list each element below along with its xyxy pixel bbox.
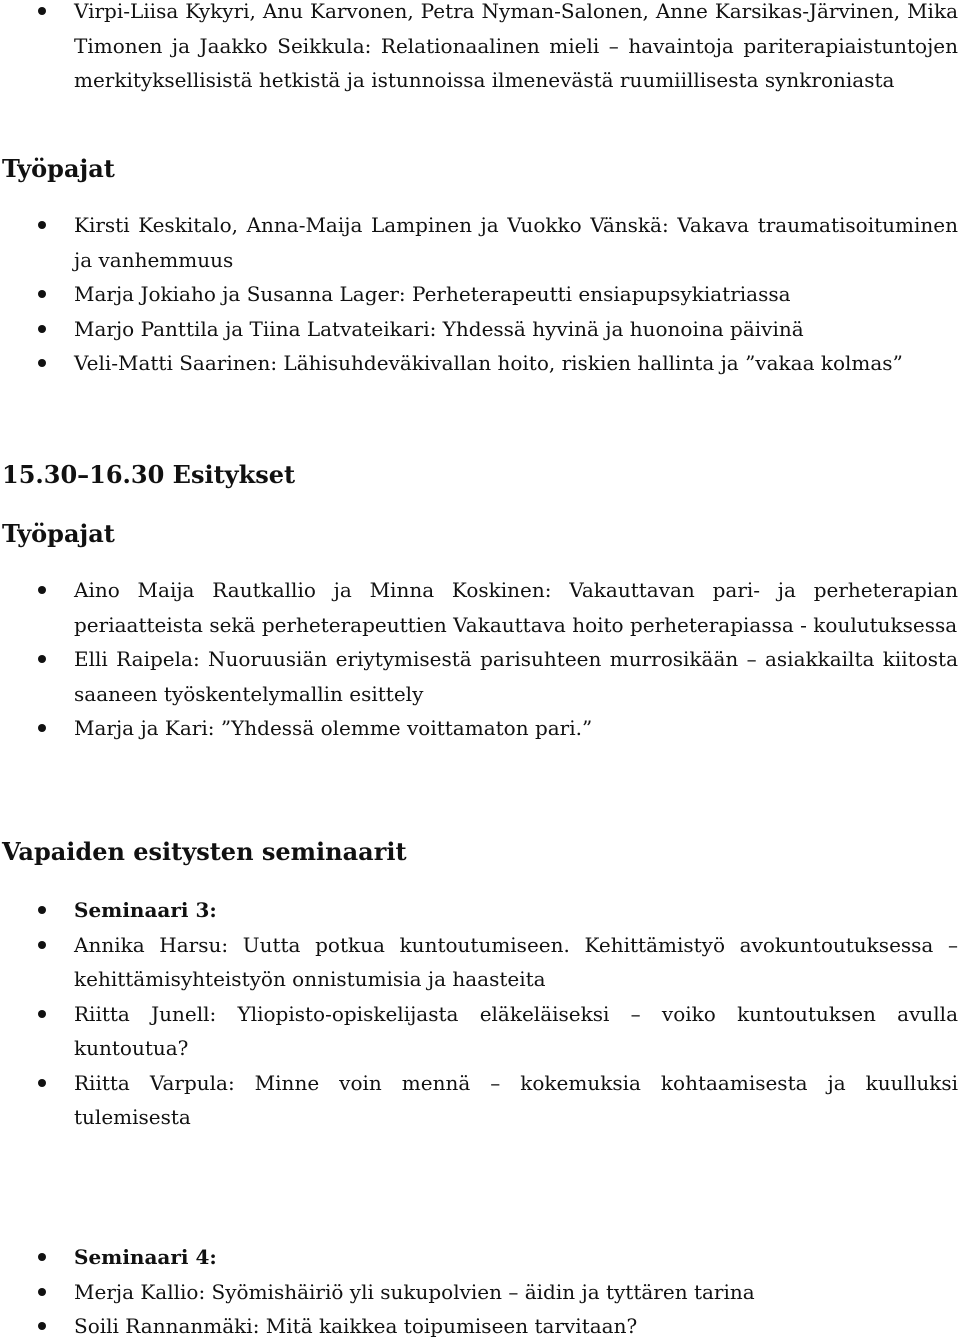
workshop-list-2 (0, 573, 958, 746)
list-item-text: Virpi-Liisa Kykyri, Anu Karvonen, Petra Nyman-Salonen, Anne Karsikas-Järvinen, Mika Timonen ja Jaakko Seikkula: Relationaalinen mieli – havaintoja pariterapiaistuntojen merkityksellisistä hetkistä ja istunnoissa ilmenevästä ruumiillisesta synkroniasta (74, 0, 958, 92)
list-item (0, 573, 958, 642)
bullet-icon (38, 290, 46, 298)
presentation-list (0, 0, 958, 98)
bullet-icon (38, 325, 46, 333)
list-item-seminar-3 (0, 893, 958, 928)
list-item-text: Marjo Panttila ja Tiina Latvateikari: Yhdessä hyvinä ja huonoina päivinä (74, 316, 804, 341)
list-item-text: Kirsti Keskitalo, Anna-Maija Lampinen ja Vuokko Vänskä: Vakava traumatisoituminen ja vanhemmuus (74, 213, 958, 272)
bullet-icon (38, 7, 46, 15)
time-heading: 15.30–16.30 Esitykset (2, 460, 296, 489)
bullet-icon (38, 941, 46, 949)
list-item-text: Riitta Varpula: Minne voin mennä – kokemuksia kohtaamisesta ja kuulluksi tulemisesta (74, 1070, 958, 1129)
seminar-3-list (0, 893, 958, 1135)
list-item-text: Veli-Matti Saarinen: Lähisuhdeväkivallan hoito, riskien hallinta ja ”vakaa kolmas” (74, 351, 903, 375)
bullet-icon (38, 1322, 46, 1330)
bullet-icon (38, 359, 46, 367)
list-item-text: Merja Kallio: Syömishäiriö yli sukupolvien – äidin ja tyttären tarina (74, 1279, 755, 1304)
bullet-icon (38, 906, 46, 914)
bullet-icon (38, 655, 46, 663)
list-item (0, 997, 958, 1066)
list-item (0, 208, 958, 277)
seminar-label: Seminaari 4: (74, 1245, 217, 1269)
list-item (0, 1309, 958, 1344)
list-item (0, 0, 958, 98)
list-item (0, 277, 958, 312)
list-item-seminar-4 (0, 1240, 958, 1275)
section-heading-seminars: Vapaiden esitysten seminaarit (2, 837, 407, 866)
bullet-icon (38, 724, 46, 732)
bullet-icon (38, 221, 46, 229)
list-item-text: Elli Raipela: Nuoruusiän eriytymisestä parisuhteen murrosikään – asiakkailta kiitosta saaneen työskentelymallin esittely (74, 647, 958, 706)
list-item-text: Riitta Junell: Yliopisto-opiskelijasta eläkeläiseksi – voiko kuntoutuksen avulla kuntoutua? (74, 1001, 958, 1060)
section-heading-workshops: Työpajat (2, 154, 115, 183)
bullet-icon (38, 1253, 46, 1261)
bullet-icon (38, 1010, 46, 1018)
list-item (0, 642, 958, 711)
list-item-text: Soili Rannanmäki: Mitä kaikkea toipumiseen tarvitaan? (74, 1314, 638, 1338)
list-item-text: Annika Harsu: Uutta potkua kuntoutumiseen. Kehittämistyö avokuntoutuksessa – kehittämisyhteistyön onnistumisia ja haasteita (74, 932, 958, 991)
list-item-text: Marja Jokiaho ja Susanna Lager: Perheterapeutti ensiapupsykiatriassa (74, 282, 791, 306)
list-item (0, 928, 958, 997)
bullet-icon (38, 1079, 46, 1087)
list-item (0, 312, 958, 347)
bullet-icon (38, 1288, 46, 1296)
list-item (0, 346, 958, 381)
workshop-list (0, 208, 958, 381)
list-item (0, 1275, 958, 1310)
list-item-text: Marja ja Kari: ”Yhdessä olemme voittamaton pari.” (74, 716, 593, 740)
seminar-label: Seminaari 3: (74, 898, 217, 922)
bullet-icon (38, 586, 46, 594)
seminar-4-list (0, 1240, 958, 1344)
list-item (0, 1066, 958, 1135)
list-item (0, 711, 958, 746)
section-heading-workshops-2: Työpajat (2, 519, 115, 548)
list-item-text: Aino Maija Rautkallio ja Minna Koskinen: Vakauttavan pari- ja perheterapian periaatteista sekä perheterapeuttien Vakauttava hoito perheterapiassa - koulutuksessa (74, 578, 958, 637)
